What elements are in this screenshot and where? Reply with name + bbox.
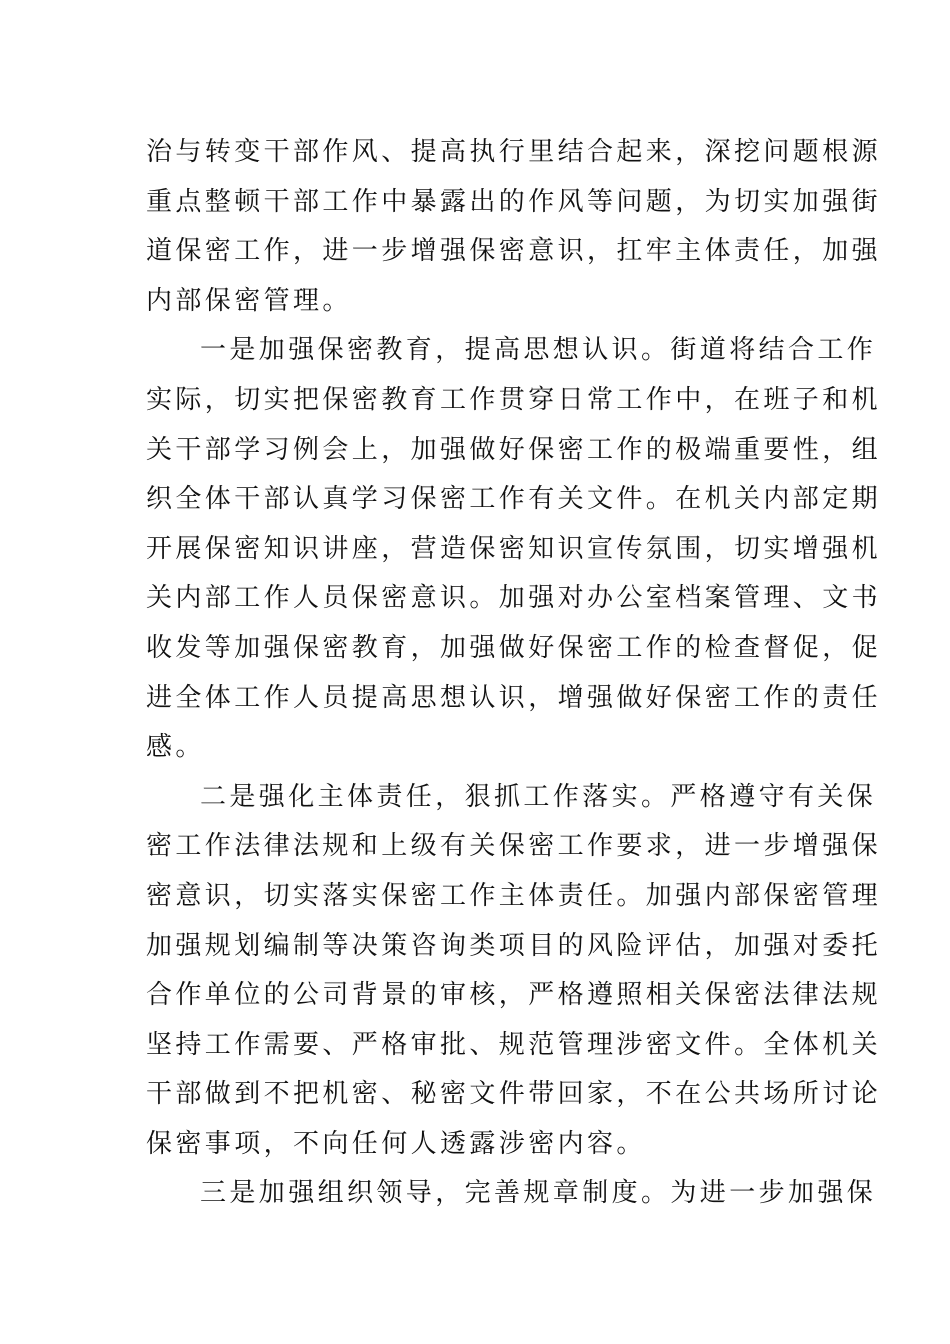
text-line: 密工作法律法规和上级有关保密工作要求，进一步增强保 [146,831,882,862]
text-line: 坚持工作需要、严格审批、规范管理涉密文件。全体机关 [146,1029,882,1060]
text-line: 织全体干部认真学习保密工作有关文件。在机关内部定期 [146,484,882,515]
text-line: 保密事项，不向任何人透露涉密内容。 [146,1128,646,1159]
paragraph-start-line: 一是加强保密教育，提高思想认识。街道将结合工作 [200,335,877,366]
text-line: 关内部工作人员保密意识。加强对办公室档案管理、文书 [146,583,882,614]
text-line: 实际，切实把保密教育工作贯穿日常工作中，在班子和机 [146,384,882,415]
text-line: 感。 [146,732,205,763]
paragraph-start-line: 二是强化主体责任，狠抓工作落实。严格遵守有关保 [200,781,877,812]
text-line: 合作单位的公司背景的审核，严格遵照相关保密法律法规 [146,980,882,1011]
text-line: 干部做到不把机密、秘密文件带回家，不在公共场所讨论 [146,1079,882,1110]
text-line: 进全体工作人员提高思想认识，增强做好保密工作的责任 [146,682,882,713]
text-line: 开展保密知识讲座，营造保密知识宣传氛围，切实增强机 [146,533,882,564]
text-line: 加强规划编制等决策咨询类项目的风险评估，加强对委托 [146,930,882,961]
text-line: 重点整顿干部工作中暴露出的作风等问题，为切实加强街 [146,186,882,217]
text-line: 治与转变干部作风、提高执行里结合起来，深挖问题根源 [146,137,882,167]
document-body [146,128,882,1219]
text-line: 收发等加强保密教育，加强做好保密工作的检查督促，促 [146,632,882,663]
text-line: 内部保密管理。 [146,285,352,316]
text-line: 关干部学习例会上，加强做好保密工作的极端重要性，组 [146,434,882,465]
text-line: 密意识，切实落实保密工作主体责任。加强内部保密管理 [146,880,882,911]
text-line: 道保密工作，进一步增强保密意识，扛牢主体责任，加强 [146,236,882,267]
paragraph-start-line: 三是加强组织领导，完善规章制度。为进一步加强保 [200,1178,877,1209]
